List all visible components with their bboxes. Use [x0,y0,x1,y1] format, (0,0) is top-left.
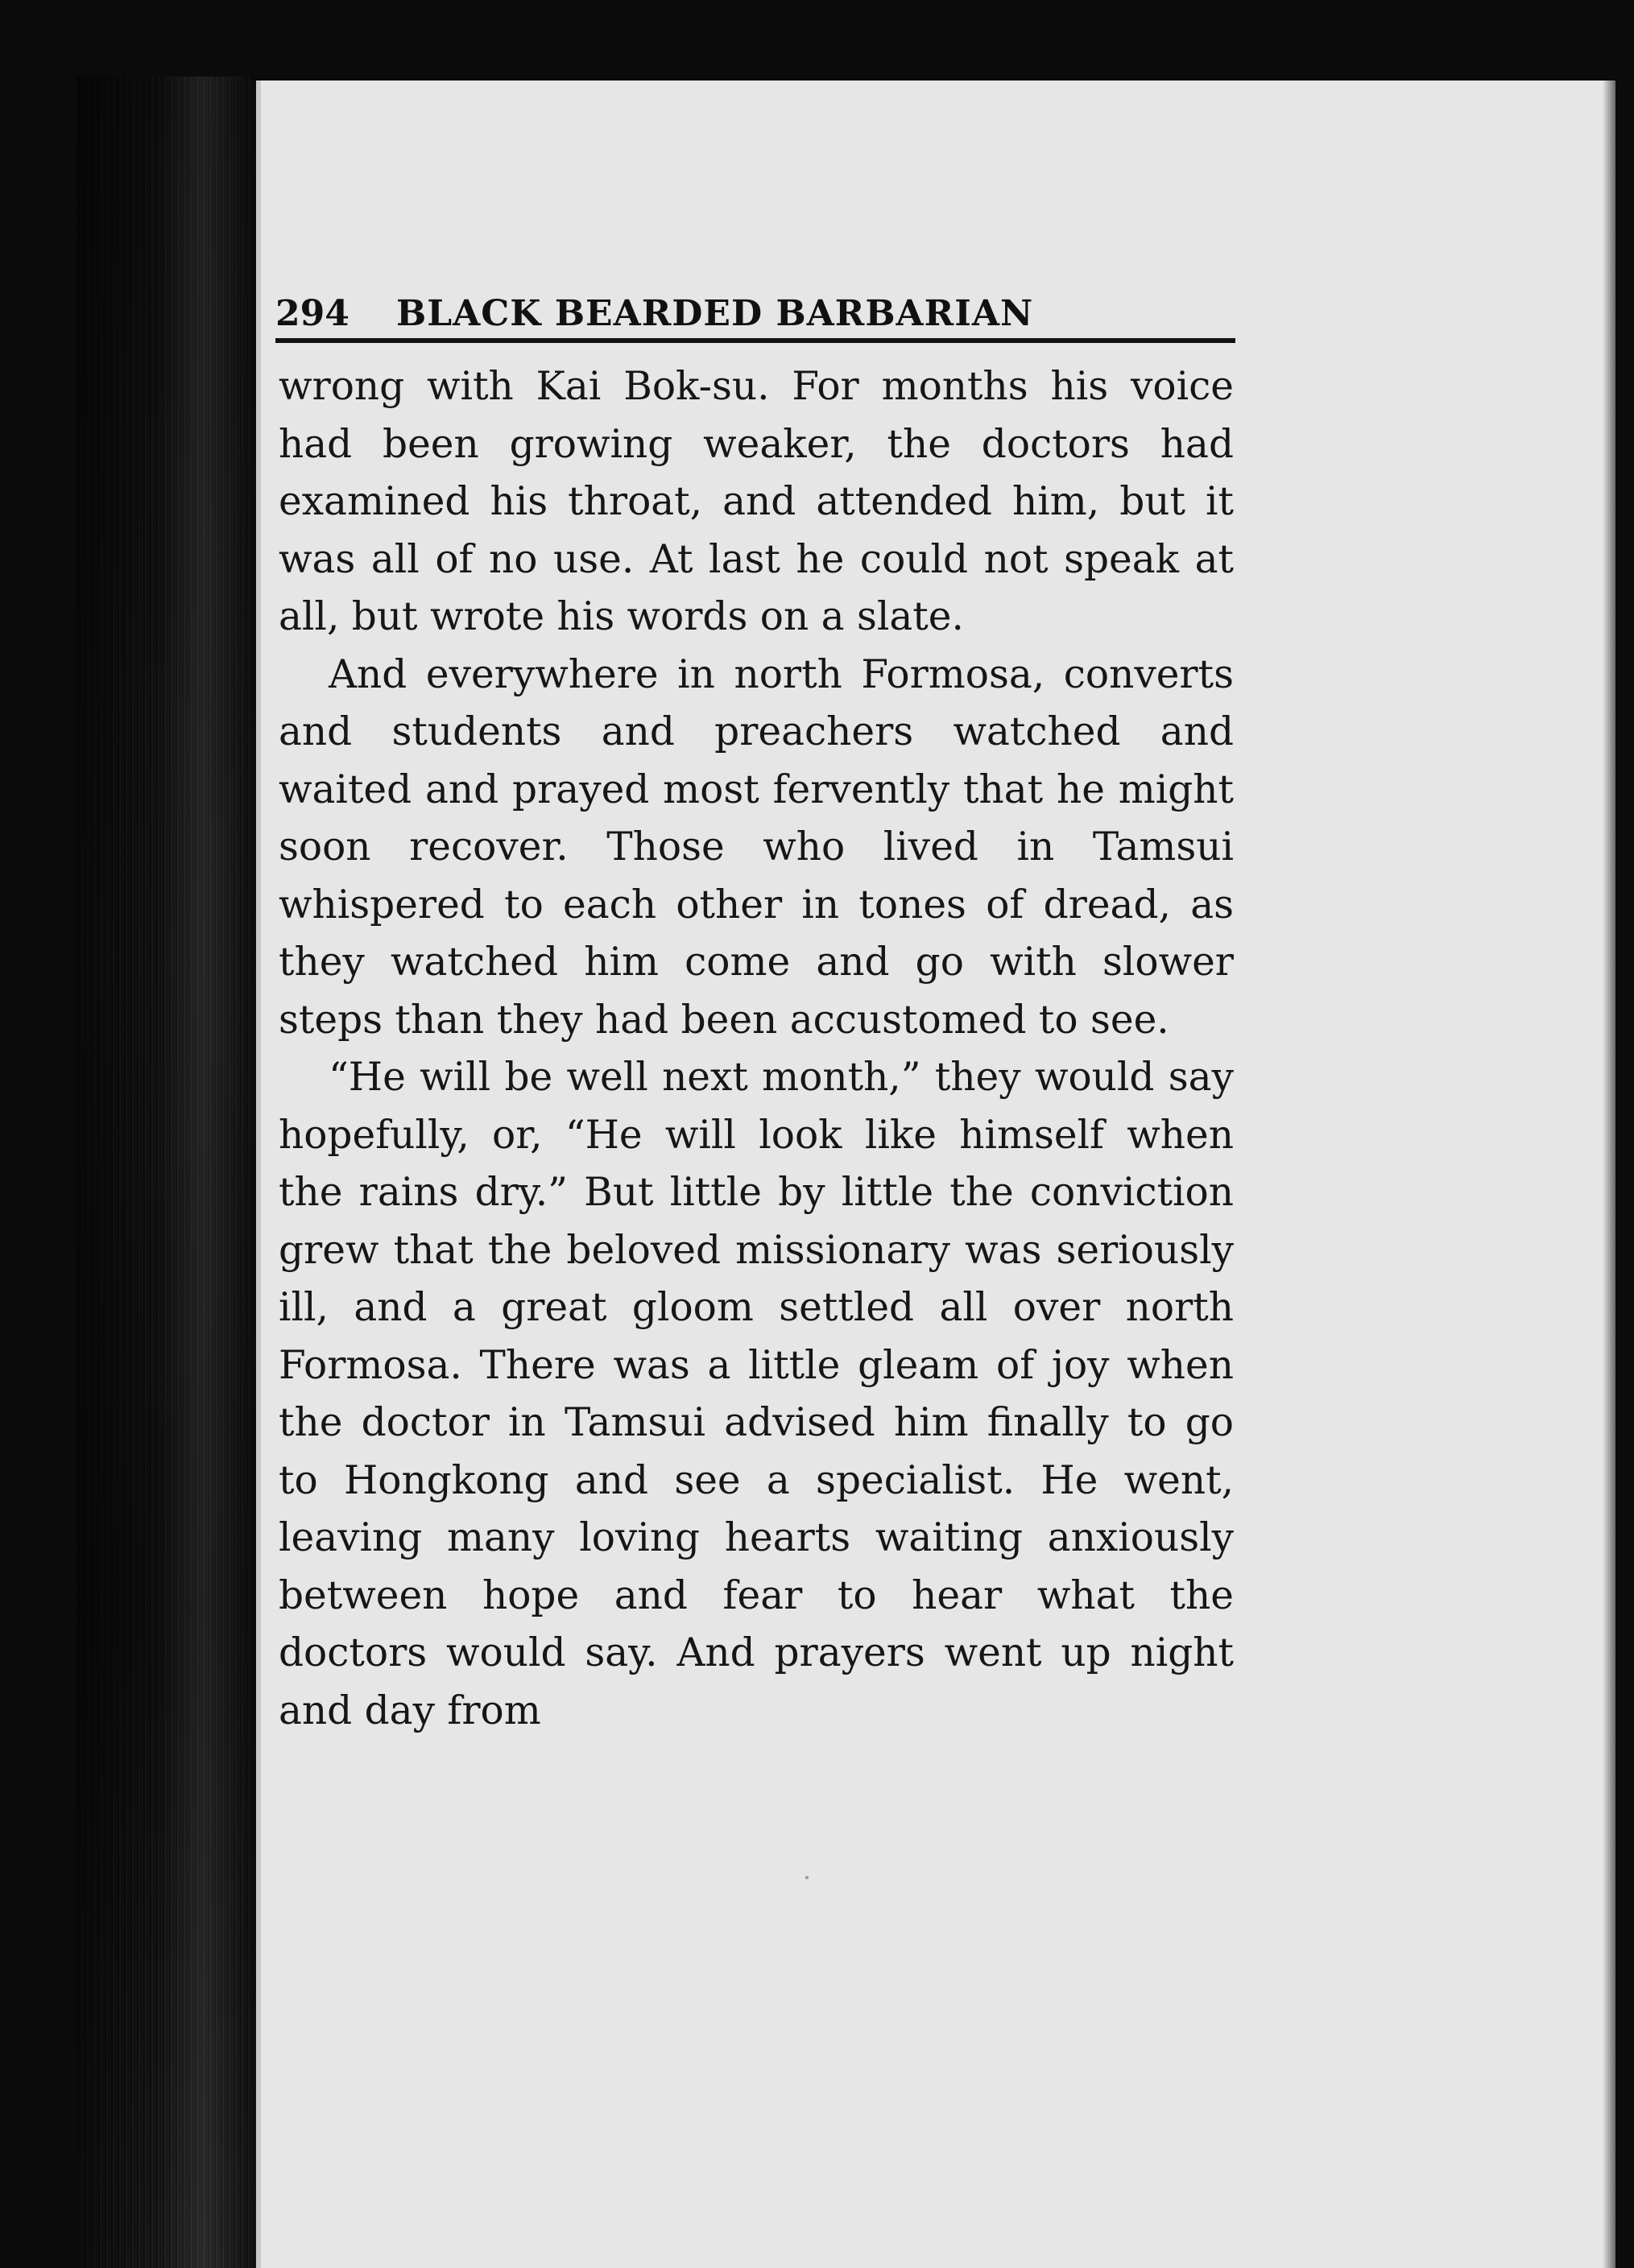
running-head [275,278,1235,334]
page-number: 294 [275,293,350,334]
page-gutter-shadow [1603,81,1615,2268]
scan-speck [805,1876,809,1879]
paragraph-continued: wrong with Kai Bok-su. For months his voice had been growing weaker, the doctors had examined his throat, and attended him, but it was all of no use. At last he could not speak at all, but wrote his words on a slate. [279,364,1234,639]
running-title: BLACK BEARDED BARBARIAN [396,293,1034,334]
paragraph: “He will be well next month,” they would say hopefully, or, “He will look like himself when the rains dry.” But little by little the conviction grew that the beloved missionary was seriously ill, and a great gloom settled all over north Formosa. There was a little gleam of joy when the doctor in Tamsui advised him finally to go to Hongkong and see a specialist. He went, leaving many loving hearts waiting anxiously between hope and fear to hear what the doctors would say. And prayers went up night and day from [279,1055,1234,1733]
paragraph: And everywhere in north Formosa, converts and students and preachers watched and waited and prayed most fervently that he might soon recover. Those who lived in Tamsui whispered to each other in tones of dread, as they watched him come and go with slower steps than they had been accustomed to see. [279,651,1234,1043]
book-edge-shadow [77,76,258,2268]
header-rule [275,338,1235,343]
body-text [279,358,1234,1740]
